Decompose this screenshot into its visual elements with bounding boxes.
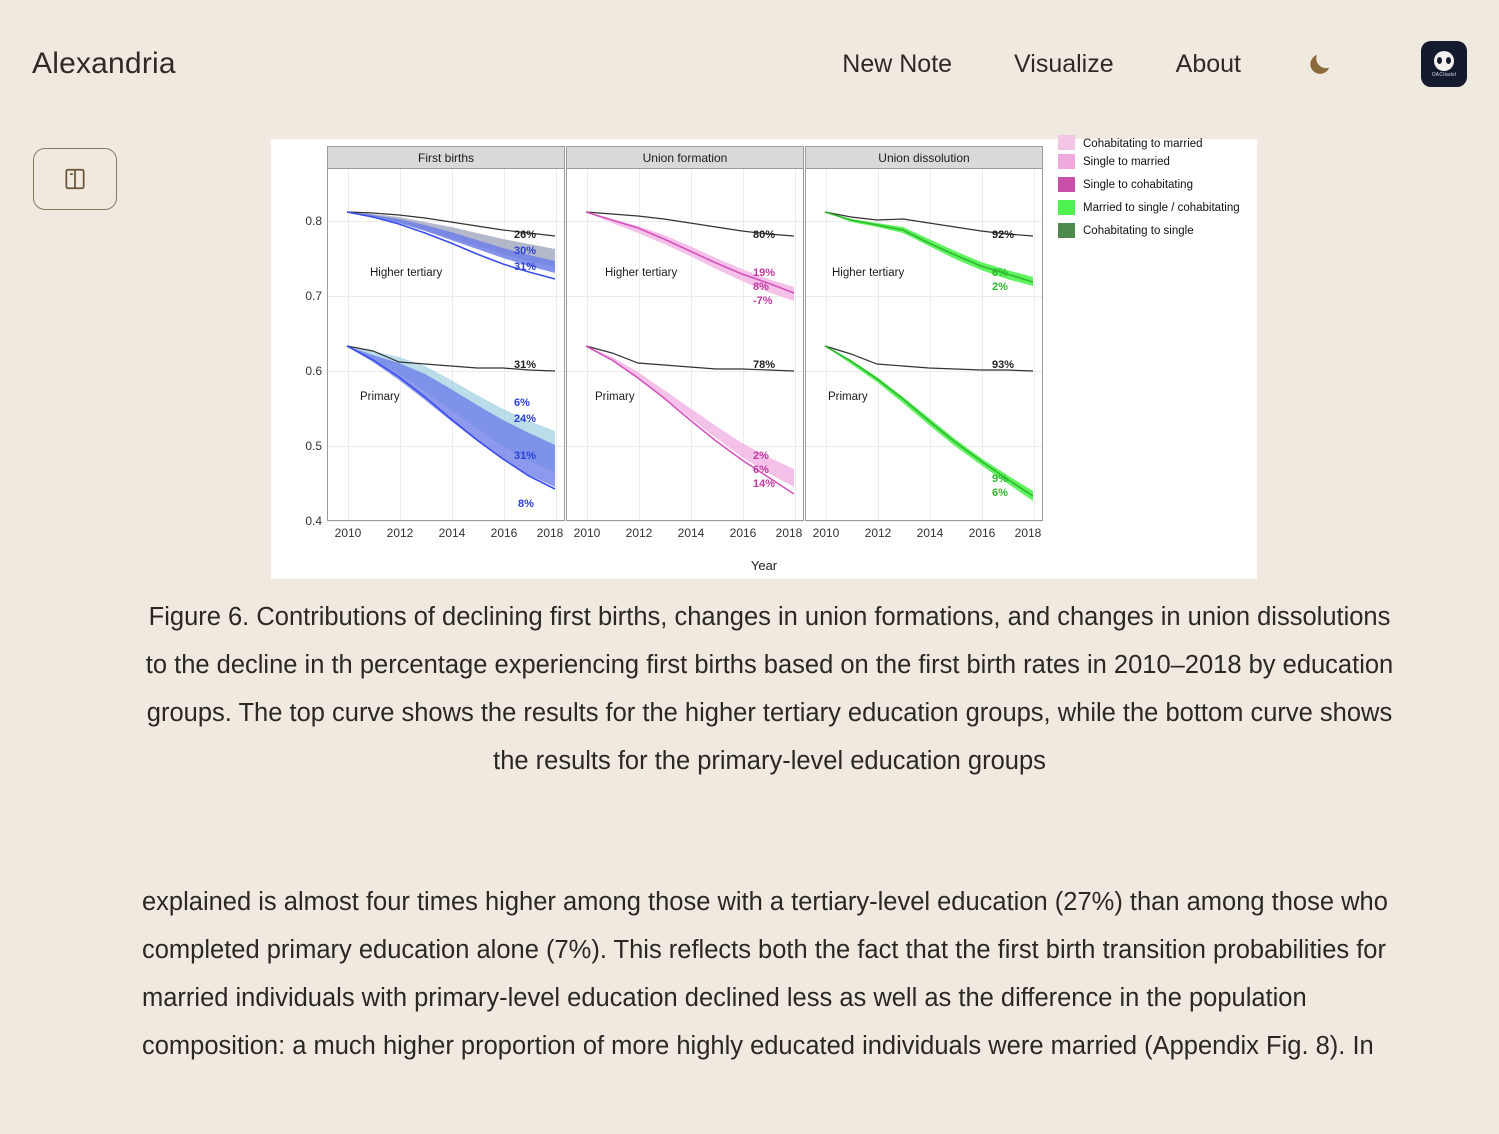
group-label-primary-2: Primary [595, 391, 635, 403]
legend-swatch-icon-3 [1058, 200, 1075, 215]
annotation-p1-b1: 6% [514, 397, 530, 409]
annotation-p1-b2: 24% [514, 413, 537, 425]
legend-item-3 [1058, 196, 1256, 219]
y-tick-4: 0.8 [305, 214, 322, 228]
panel-union-dissolution [805, 146, 1043, 540]
x-tick-p3-1: 2012 [864, 526, 892, 540]
annotation-p3-t0: 92% [992, 229, 1015, 241]
panel-plot-union-dissolution [805, 168, 1043, 540]
x-tick-p2-4: 2018 [775, 526, 803, 540]
x-tick-3: 2016 [490, 526, 518, 540]
x-tick-p2-3: 2016 [729, 526, 757, 540]
annotation-p3-t1: 6% [992, 267, 1008, 279]
annotation-p1-b0: 31% [514, 359, 537, 371]
legend-label-3: Married to single / cohabitating [1083, 201, 1240, 214]
legend-item-2 [1058, 173, 1256, 196]
legend-swatch-icon-1 [1058, 154, 1075, 169]
app-header [0, 0, 1499, 128]
x-tick-1: 2012 [386, 526, 414, 540]
nav-about[interactable]: About [1175, 49, 1241, 78]
x-tick-p3-3: 2016 [968, 526, 996, 540]
x-tick-p2-1: 2012 [625, 526, 653, 540]
y-tick-0: 0.4 [305, 514, 322, 528]
chart-x-axis-label: Year [750, 558, 778, 573]
chart-legend [1058, 138, 1256, 237]
theme-toggle-button[interactable] [1303, 47, 1337, 81]
legend-label-0: Cohabitating to married [1083, 138, 1203, 150]
panel-series-first-births [328, 169, 564, 520]
nav-new-note[interactable]: New Note [842, 49, 953, 78]
legend-item-0 [1058, 139, 1256, 150]
annotation-p1-b3: 31% [514, 450, 537, 462]
legend-label-4: Cohabitating to single [1083, 224, 1194, 237]
panel-union-formation [566, 146, 804, 540]
group-label-tertiary-2: Higher tertiary [605, 267, 678, 279]
panel-first-births [305, 146, 565, 540]
group-label-primary-3: Primary [828, 391, 868, 403]
x-tick-4: 2018 [536, 526, 564, 540]
annotation-p1-t1: 30% [514, 245, 537, 257]
legend-item-1 [1058, 150, 1256, 173]
annotation-p2-t1: 19% [753, 267, 776, 279]
figure-caption: Figure 6. Contributions of declining first births, changes in union formations, and changes in union dissolutions to the decline in th percentage experiencing first births based on the first birth rates in 2010–2018 by education groups. The top curve shows the results for the higher tertiary education groups, while the bottom curve shows the results for the primary-level education groups [145, 603, 1394, 775]
app-title: Alexandria [32, 47, 176, 80]
x-tick-p3-2: 2014 [916, 526, 944, 540]
annotation-p2-t0: 80% [753, 229, 776, 241]
group-label-tertiary-1: Higher tertiary [370, 267, 443, 279]
figure-6-image [271, 139, 1257, 579]
x-tick-p2-2: 2014 [677, 526, 705, 540]
legend-swatch-icon-4 [1058, 223, 1075, 238]
annotation-p3-b1: 9% [992, 473, 1008, 485]
x-tick-p2-0: 2010 [573, 526, 601, 540]
annotation-p2-t2: 8% [753, 281, 769, 293]
x-tick-0: 2010 [334, 526, 362, 540]
annotation-p2-b0: 78% [753, 359, 776, 371]
group-label-tertiary-3: Higher tertiary [832, 267, 905, 279]
group-label-primary-1: Primary [360, 391, 400, 403]
panel-plot-first-births [305, 168, 565, 540]
panel-plot-union-formation [566, 168, 804, 540]
x-tick-p3-4: 2018 [1014, 526, 1042, 540]
y-tick-2: 0.6 [305, 364, 322, 378]
legend-label-2: Single to cohabitating [1083, 178, 1193, 191]
y-tick-3: 0.7 [305, 289, 322, 303]
annotation-p2-t3: -7% [753, 295, 773, 307]
legend-swatch-icon-2 [1058, 177, 1075, 192]
annotation-p2-b1: 2% [753, 450, 769, 462]
panel-title-union-dissolution: Union dissolution [805, 146, 1043, 168]
x-tick-p3-0: 2010 [812, 526, 840, 540]
panel-title-first-births: First births [327, 146, 565, 168]
body-paragraph: explained is almost four times higher among those with a tertiary-level education (27%) than among those who completed primary education alone (7%). This reflects both the fact that the first birth transition probabilities for married individuals with primary-level education declined less as well as the difference in the population composition: a much higher proportion of more highly educated individuals were married (Appendix Fig. 8). In [142, 888, 1388, 1060]
y-tick-1: 0.5 [305, 439, 322, 453]
annotation-p1-t0: 26% [514, 229, 537, 241]
legend-label-1: Single to married [1083, 155, 1170, 168]
moon-icon [1307, 51, 1333, 77]
annotation-p1-t2: 31% [514, 261, 537, 273]
annotation-p3-b2: 6% [992, 487, 1008, 499]
x-tick-2: 2014 [438, 526, 466, 540]
annotation-p2-b3: 14% [753, 478, 776, 490]
legend-swatch-icon-0 [1058, 135, 1075, 150]
annotation-p3-t2: 2% [992, 281, 1008, 293]
avatar-face-icon [1434, 51, 1454, 71]
chart-canvas [271, 139, 1257, 579]
nav-visualize[interactable]: Visualize [1014, 49, 1114, 78]
panel-title-union-formation: Union formation [566, 146, 804, 168]
panel-series-union-dissolution [806, 169, 1042, 520]
legend-item-4 [1058, 219, 1256, 242]
avatar-caption: OACitadel [1431, 71, 1457, 78]
main-nav [842, 41, 1467, 87]
annotation-p1-b4: 8% [518, 498, 534, 510]
document-body [0, 128, 1499, 1134]
avatar[interactable] [1421, 41, 1467, 87]
annotation-p2-b2: 6% [753, 464, 769, 476]
annotation-p3-b0: 93% [992, 359, 1015, 371]
